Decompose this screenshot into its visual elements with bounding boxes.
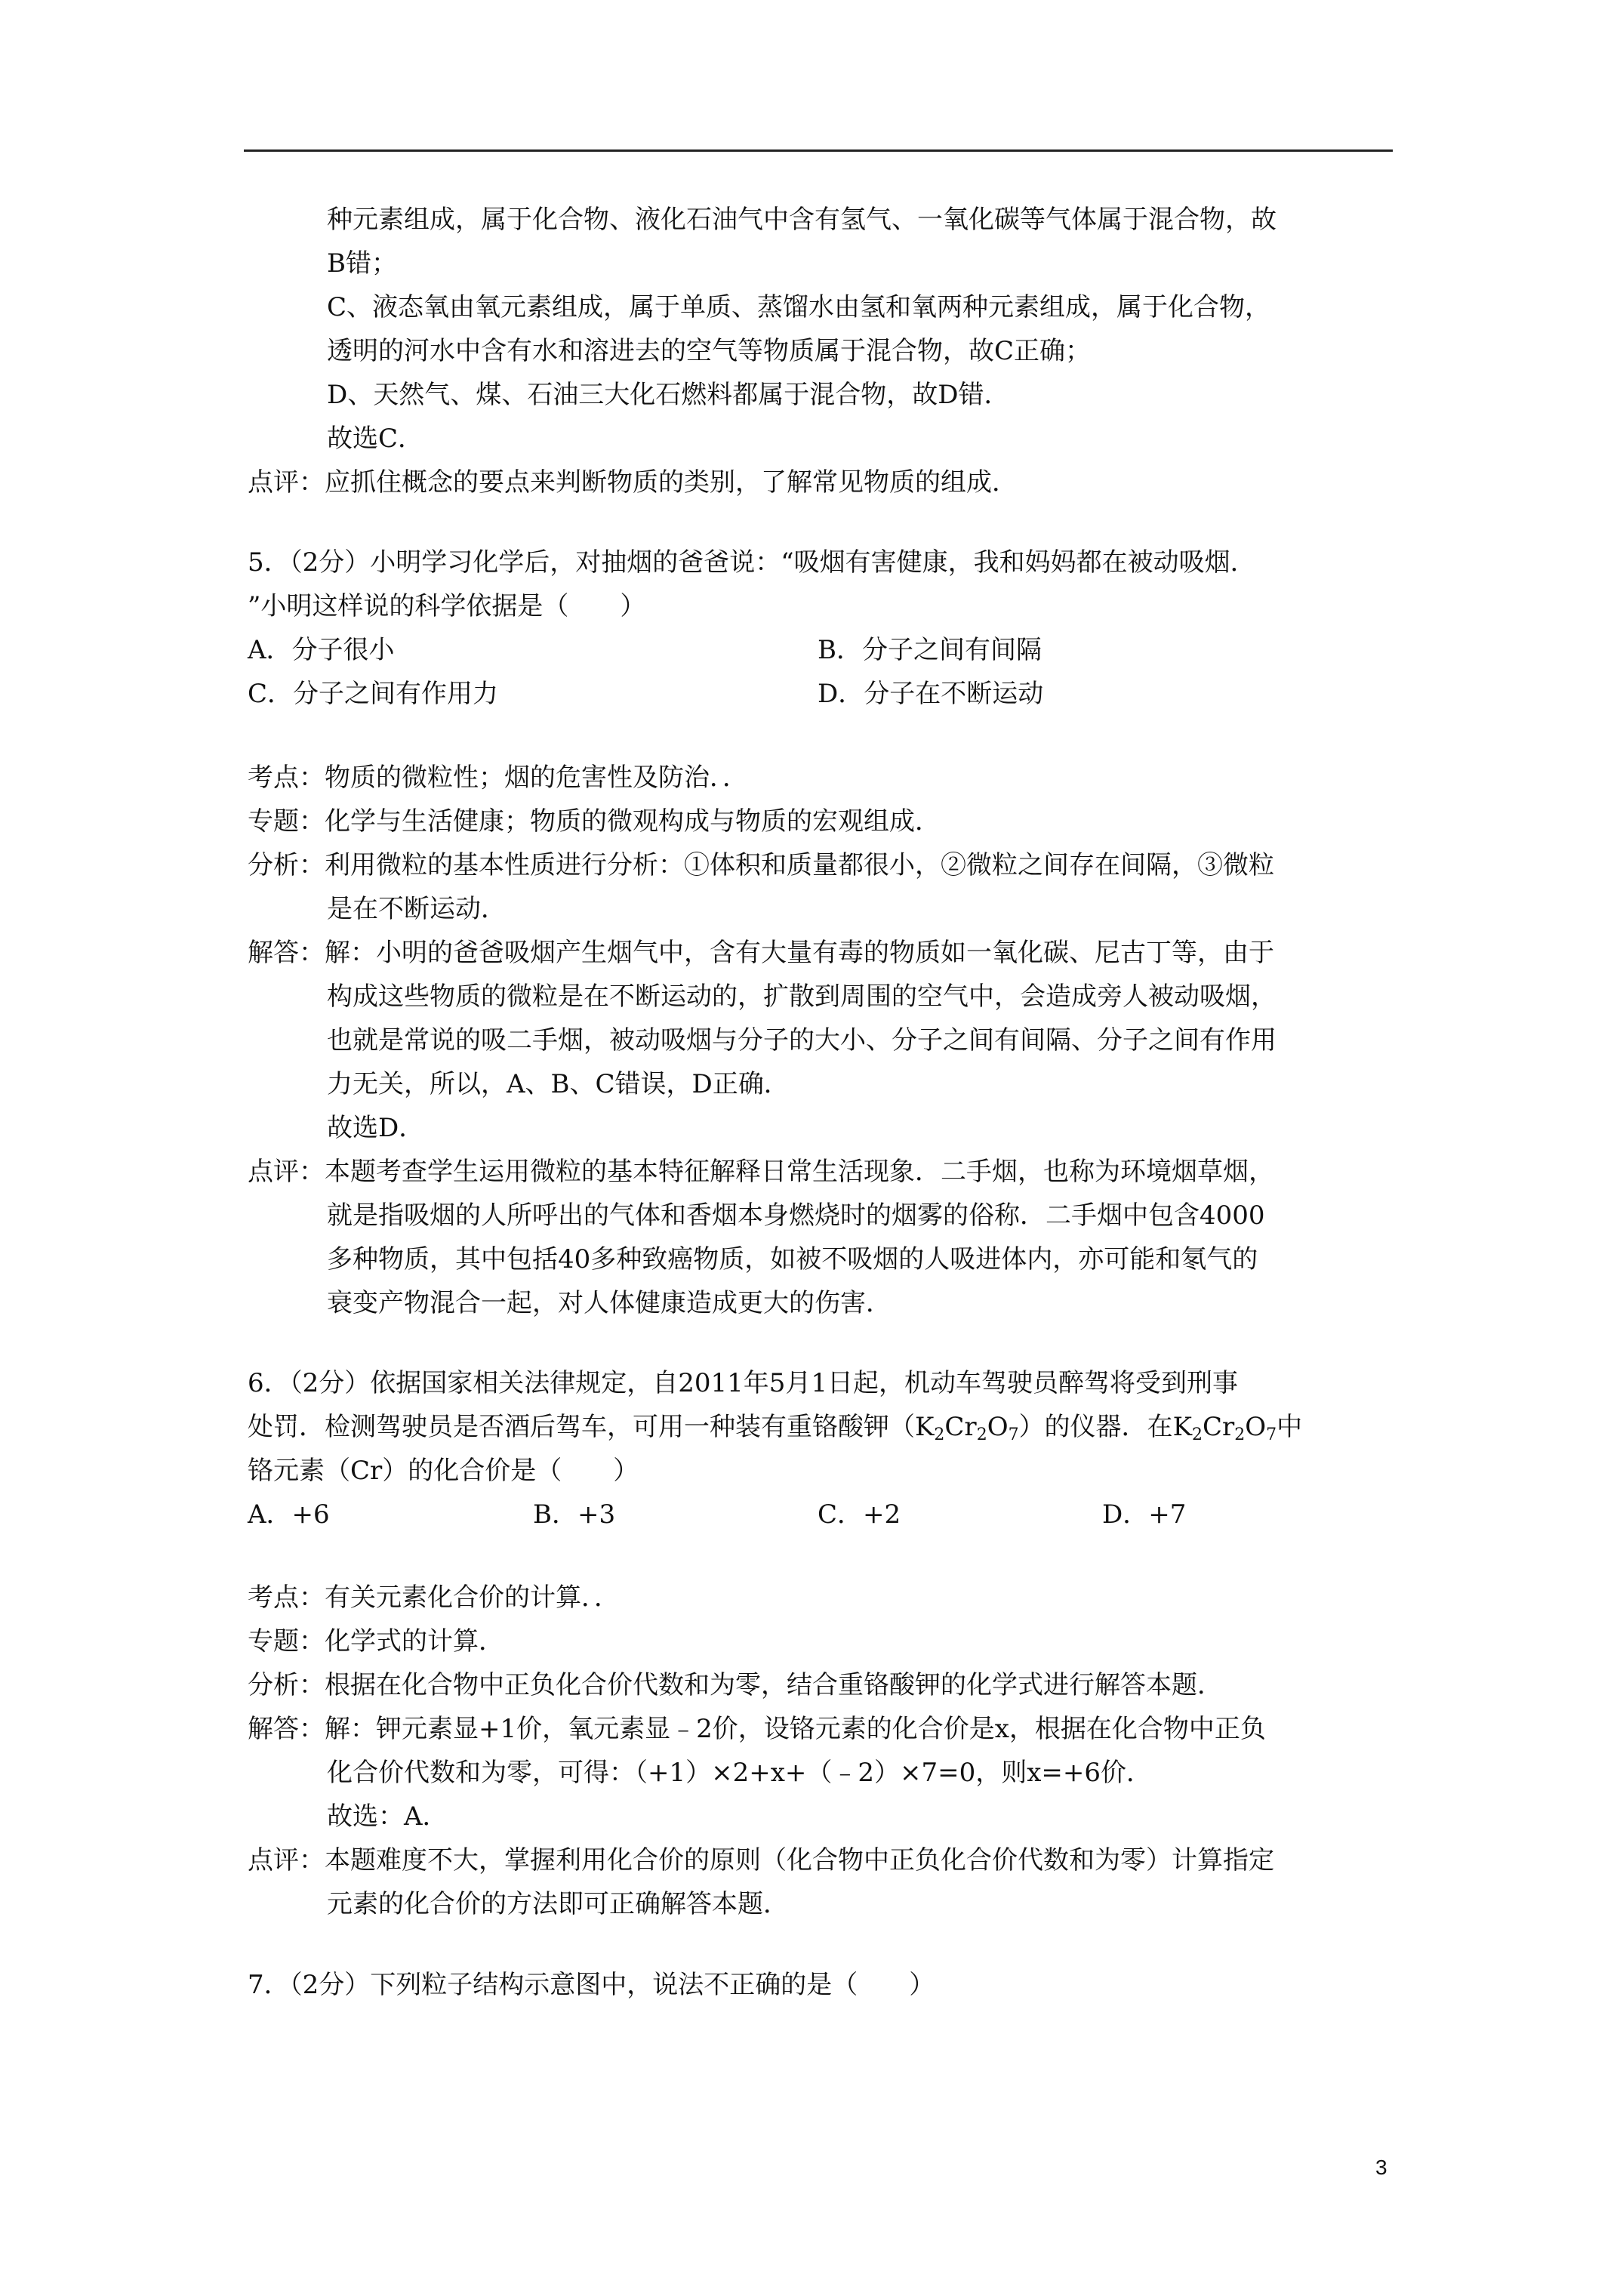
q4-line-1: 种元素组成，属于化合物、液化石油气中含有氢气、一氧化碳等气体属于混合物，故	[327, 205, 1277, 235]
q6-jieda-2: 化合价代数和为零，可得：（+1）×2+x+（﹣2）×7=0，则x=+6价．	[327, 1758, 1153, 1788]
q6-jieda-1: 解答：解：钾元素显+1价，氧元素显﹣2价，设铬元素的化合价是x，根据在化合物中正负	[248, 1714, 1266, 1744]
q4-line-2: B错；	[327, 248, 397, 279]
q5-jieda-5: 故选D．	[327, 1113, 425, 1143]
q6-stem-2-part-c: 中	[1277, 1412, 1303, 1442]
chemical-formula: $K_2Cr_2O_7$	[915, 1412, 1019, 1444]
q6-stem-2-part-b: ）的仪器．在	[1018, 1412, 1173, 1442]
page-number: 3	[1375, 2156, 1387, 2179]
q5-option-b: B．分子之间有间隔	[818, 635, 1042, 665]
q5-zhuanti: 专题：化学与生活健康；物质的微观构成与物质的宏观组成．	[248, 806, 941, 837]
q6-dianping-2: 元素的化合价的方法即可正确解答本题．	[327, 1889, 789, 1919]
q5-jieda-3: 也就是常说的吸二手烟，被动吸烟与分子的大小、分子之间有间隔、分子之间有作用	[327, 1025, 1277, 1056]
q5-dianping-4: 衰变产物混合一起，对人体健康造成更大的伤害．	[327, 1288, 892, 1318]
q5-kaodian: 考点：物质的微粒性；烟的危害性及防治．．	[248, 763, 748, 793]
q5-dianping-2: 就是指吸烟的人所呼出的气体和香烟本身燃烧时的烟雾的俗称．二手烟中包含4000	[327, 1200, 1265, 1231]
q5-stem-2: ”小明这样说的科学依据是（ ）	[248, 591, 646, 621]
q5-stem-1: 5．（2分）小明学习化学后，对抽烟的爸爸说：“吸烟有害健康，我和妈妈都在被动吸烟．	[248, 547, 1256, 578]
q4-line-5: D、天然气、煤、石油三大化石燃料都属于混合物，故D错．	[327, 380, 1010, 410]
q6-stem-2	[248, 1409, 1302, 1445]
q6-stem-3: 铬元素（Cr）的化合价是（ ）	[248, 1456, 639, 1486]
q6-option-d: D．+7	[1102, 1499, 1187, 1530]
q5-jieda-4: 力无关，所以，A、B、C错误，D正确．	[327, 1069, 790, 1099]
q6-fenxi: 分析：根据在化合物中正负化合价代数和为零，结合重铬酸钾的化学式进行解答本题．	[248, 1670, 1223, 1700]
q7-stem: 7．（2分）下列粒子结构示意图中，说法不正确的是（ ）	[248, 1970, 935, 2000]
q6-option-c: C．+2	[818, 1499, 901, 1530]
q6-stem-2-part-a: 处罚．检测驾驶员是否酒后驾车，可用一种装有重铬酸钾（	[248, 1412, 915, 1442]
q6-kaodian: 考点：有关元素化合价的计算．．	[248, 1583, 620, 1613]
q5-fenxi-2: 是在不断运动．	[327, 894, 507, 924]
q5-jieda-1: 解答：解：小明的爸爸吸烟产生烟气中，含有大量有毒的物质如一氧化碳、尼古丁等，由于	[248, 938, 1274, 968]
header-rule	[244, 149, 1393, 152]
q5-dianping-3: 多种物质，其中包括40多种致癌物质，如被不吸烟的人吸进体内，亦可能和氡气的	[327, 1244, 1258, 1274]
q5-option-c: C．分子之间有作用力	[248, 679, 499, 709]
q5-option-d: D．分子在不断运动	[818, 679, 1044, 709]
q4-line-4: 透明的河水中含有水和溶进去的空气等物质属于混合物，故C正确；	[327, 336, 1092, 366]
chemical-formula: $K_2Cr_2O_7$	[1172, 1412, 1277, 1444]
q6-dianping-1: 点评：本题难度不大，掌握利用化合价的原则（化合物中正负化合价代数和为零）计算指定	[248, 1845, 1274, 1875]
q6-jieda-3: 故选：A．	[327, 1801, 448, 1832]
q6-zhuanti: 专题：化学式的计算．	[248, 1626, 504, 1657]
q5-dianping-1: 点评：本题考查学生运用微粒的基本特征解释日常生活现象．二手烟，也称为环境烟草烟，	[248, 1157, 1274, 1187]
q6-stem-1: 6．（2分）依据国家相关法律规定，自2011年5月1日起，机动车驾驶员醉驾将受到刑事	[248, 1368, 1239, 1398]
q6-option-a: A．+6	[248, 1499, 330, 1530]
q4-line-3: C、液态氧由氧元素组成，属于单质、蒸馏水由氢和氧两种元素组成，属于化合物，	[327, 292, 1271, 322]
q4-comment: 点评：应抓住概念的要点来判断物质的类别，了解常见物质的组成．	[248, 467, 1018, 498]
q6-option-b: B．+3	[533, 1499, 616, 1530]
q5-fenxi-1: 分析：利用微粒的基本性质进行分析：①体积和质量都很小，②微粒之间存在间隔，③微粒	[248, 850, 1274, 880]
q5-option-a: A．分子很小	[248, 635, 395, 665]
q4-line-6: 故选C．	[327, 424, 424, 454]
q5-jieda-2: 构成这些物质的微粒是在不断运动的，扩散到周围的空气中，会造成旁人被动吸烟，	[327, 982, 1277, 1012]
